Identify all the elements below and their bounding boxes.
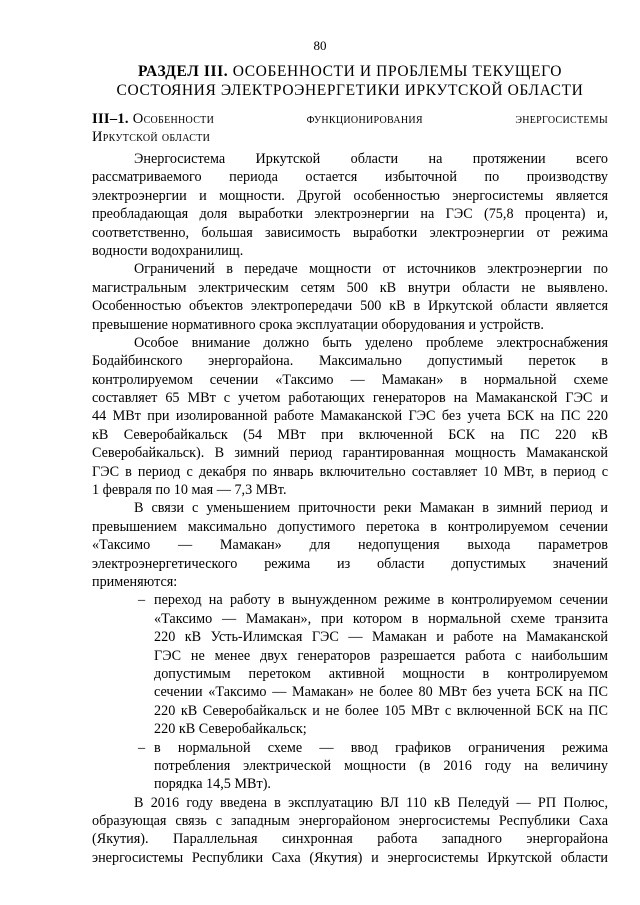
text-line [92,591,608,609]
text-line: 220 кВ Северобайкальск; [154,721,307,738]
text-line: применяются: [92,573,178,590]
section-prefix: РАЗДЕЛ III. [137,63,229,80]
text-line: ГЭС в период с декабря по январь включительно составляет 10 МВт, в период с [92,463,608,480]
text-line: Северобайкальск). В зимний период гарантированная мощность Мамаканской [92,445,608,462]
subsection-heading [92,110,608,146]
text-line: Энергосистема Иркутской области на протяжении всего [134,151,608,167]
text-line: преобладающая доля выработки электроэнергии на ГЭС (75,8 процента) и, [92,206,608,223]
text-line: допустимым перетоком активной мощности в контролируемом [154,665,608,682]
bullet-item-1 [92,591,608,738]
text-line: электроэнергетического режима из области допустимых значений [92,555,608,572]
text-line: потребления электрической мощности (в 2016 году на величину [154,757,608,774]
text-line: соответственно, большая зависимость выработки электроэнергии от режима [92,224,608,241]
text-line: превышением максимально допустимого перетока в контролируемом сечении [92,518,608,535]
bullet-text: переход на работу в вынужденном режиме в контролируемом сечении [154,592,608,609]
section-title [92,62,608,100]
text-line: 220 кВ Усть-Илимская ГЭС — Мамакан и работе на Мамаканской [154,629,608,646]
page-number: 80 [313,38,327,53]
text-line: «Таксимо — Мамакан», при котором в нормальной схеме транзита [154,610,608,627]
text-line: электроэнергии и мощности. Другой особенностью энергосистемы является [92,187,608,204]
text-line: 1 февраля по 10 мая — 7,3 МВт. [92,482,287,499]
document-body [92,150,608,867]
bullet-text: в нормальной схеме — ввод графиков ограничения режима [154,739,608,756]
dash-marker: – [138,739,146,756]
text-line: В связи с уменьшением приточности реки Мамакан в зимний период и [134,500,608,517]
subsection-word-3: энергосистемы [515,111,608,127]
text-line [92,739,608,757]
text-line: энергосистемы Республики Саха (Якутия) и энергосистемы Иркутской области [92,849,608,866]
text-line: Ограничений в передаче мощности от источников электроэнергии по [134,261,608,278]
paragraph-3 [92,334,608,500]
dash-marker: – [138,592,146,609]
text-line: Особенностью объектов электропередачи 500 кВ в Иркутской области является [92,298,608,315]
subsection-number: III–1. [92,111,129,127]
bullet-item-2 [92,739,608,794]
text-line: «Таксимо — Мамакан» для недопущения выхода параметров [92,537,608,554]
text-line: ГЭС не менее двух генераторов разрешается работа с наибольшим [154,647,608,664]
text-line: превышение нормативного срока эксплуатации оборудования и устройств. [92,316,544,333]
text-line: 220 кВ Северобайкальск и не более 105 МВт с включенной БСК на ПС [154,702,608,719]
text-line: 44 МВт при изолированной работе Мамаканской ГЭС без учета БСК на ПС 220 [92,408,608,425]
text-line: водности водохранилищ. [92,242,244,259]
text-line: образующая связь с западным энергорайоном энергосистемы Республики Саха [92,813,608,830]
paragraph-1 [92,150,608,260]
subsection-word-2: функционирования [306,111,423,127]
subsection-line-2: Иркутской области [92,129,211,145]
text-line: Бодайбинского энергорайона. Максимально допустимый переток в [92,353,608,370]
text-line: рассматриваемого периода остается избыточной по производству [92,169,608,186]
text-line: контролируемом сечении «Таксимо — Мамакан» в нормальной схеме [92,371,608,388]
section-title-line-1: ОСОБЕННОСТИ И ПРОБЛЕМЫ ТЕКУЩЕГО [232,63,563,80]
subsection-word-1: Особенности [132,111,215,127]
text-line: кВ Северобайкальск (54 МВт при включенной БСК на ПС 220 кВ [92,426,608,443]
paragraph-4 [92,499,608,591]
text-line: составляет 65 МВт с учетом работающих генераторов на Мамаканской ГЭС и [92,390,608,407]
text-line: порядка 14,5 МВт). [154,776,271,793]
paragraph-5 [92,794,608,868]
text-line: Особое внимание должно быть уделено проблеме электроснабжения [134,334,608,351]
text-line: (Якутия). Параллельная синхронная работа западного энергорайона [92,831,608,848]
text-line: магистральным электрическим сетям 500 кВ внутри области не выявлено. [92,279,608,296]
text-line: сечении «Таксимо — Мамакан» не более 80 МВт без учета БСК на ПС [154,684,608,701]
section-title-line-2: СОСТОЯНИЯ ЭЛЕКТРОЭНЕРГЕТИКИ ИРКУТСКОЙ ОБЛАСТИ [116,82,584,99]
text-line: В 2016 году введена в эксплуатацию ВЛ 110 кВ Пеледуй — РП Полюс, [134,794,608,811]
paragraph-2 [92,260,608,334]
